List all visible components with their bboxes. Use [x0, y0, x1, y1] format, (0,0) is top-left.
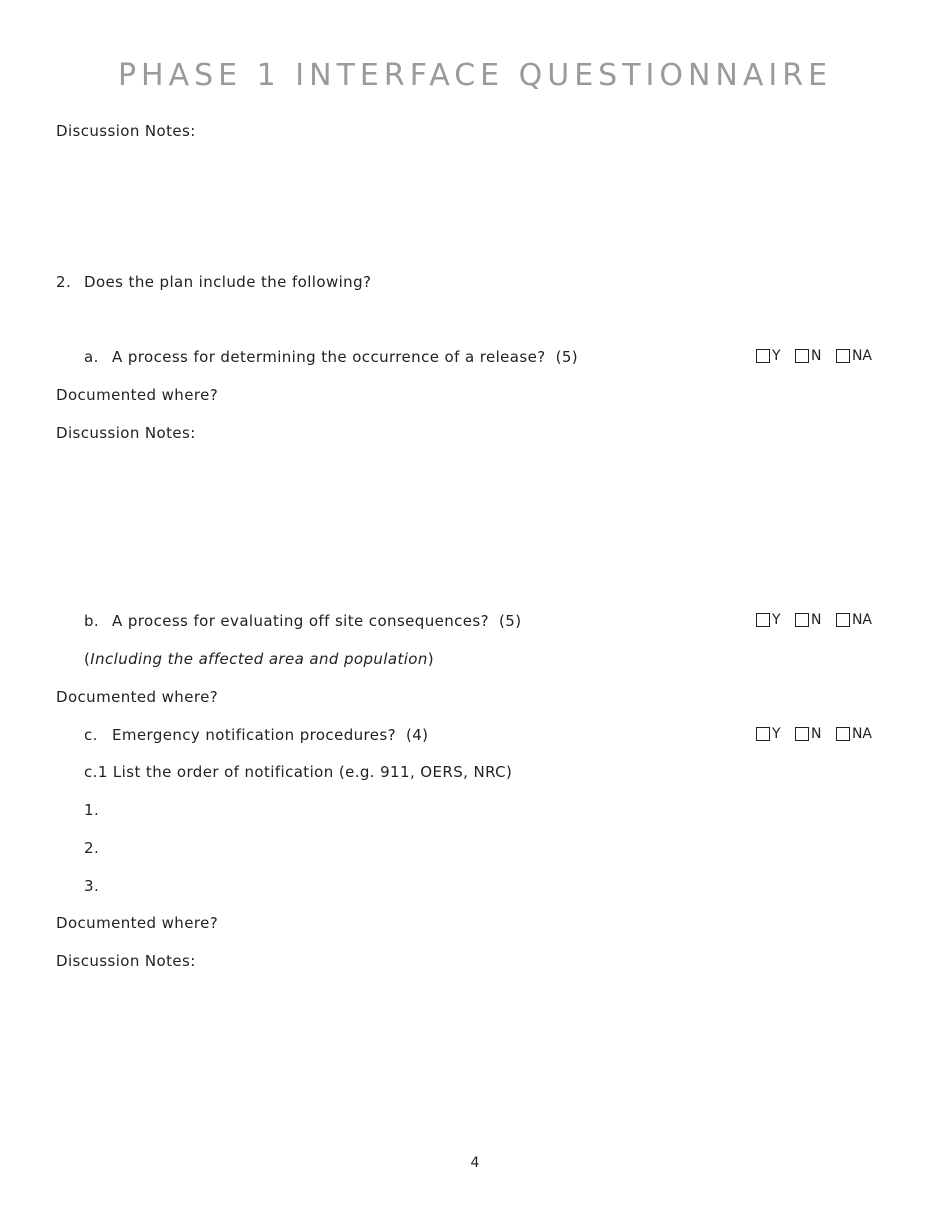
item-b-no-checkbox[interactable]: [795, 613, 809, 627]
item-b: [84, 612, 521, 630]
item-a-score: (5): [555, 348, 579, 366]
item-a-no-checkbox[interactable]: [795, 349, 809, 363]
item-a-letter: a.: [84, 348, 99, 366]
item-b-na-checkbox[interactable]: [836, 613, 850, 627]
item-a-na-checkbox[interactable]: [836, 349, 850, 363]
item-b-note-open: (: [84, 650, 91, 668]
item-c-options: [756, 726, 882, 742]
na-label: NA: [851, 726, 873, 742]
yes-label: Y: [772, 348, 781, 364]
no-label: N: [811, 612, 822, 628]
item-c-text: Emergency notification procedures?: [112, 726, 396, 744]
item-a-yes-checkbox[interactable]: [756, 349, 770, 363]
item-b-note: [84, 650, 434, 668]
item-c: [84, 726, 428, 744]
discussion-notes-label: Discussion Notes:: [56, 122, 196, 140]
item-b-text: A process for evaluating off site consequences?: [112, 612, 489, 630]
notification-entry-3: 3.: [84, 877, 100, 895]
no-label: N: [811, 348, 822, 364]
item-a-options: [756, 348, 882, 364]
question-2-text: Does the plan include the following?: [84, 273, 372, 291]
item-b-note-close: ): [427, 650, 435, 668]
documented-where-label: Documented where?: [56, 688, 219, 706]
question-2-number: 2.: [56, 273, 72, 291]
na-label: NA: [851, 612, 873, 628]
yes-label: Y: [772, 726, 781, 742]
item-a: [84, 348, 578, 366]
question-2: [56, 273, 371, 291]
item-b-options: [756, 612, 882, 628]
discussion-notes-label: Discussion Notes:: [56, 424, 196, 442]
item-c-na-checkbox[interactable]: [836, 727, 850, 741]
item-b-letter: b.: [84, 612, 100, 630]
item-c-score: (4): [405, 726, 429, 744]
yes-label: Y: [772, 612, 781, 628]
notification-entry-2: 2.: [84, 839, 100, 857]
documented-where-label: Documented where?: [56, 386, 219, 404]
page-title: PHASE 1 INTERFACE QUESTIONNAIRE: [117, 58, 833, 93]
discussion-notes-label: Discussion Notes:: [56, 952, 196, 970]
na-label: NA: [851, 348, 873, 364]
item-c-yes-checkbox[interactable]: [756, 727, 770, 741]
item-c-no-checkbox[interactable]: [795, 727, 809, 741]
item-a-text: A process for determining the occurrence of a release?: [112, 348, 546, 366]
item-b-note-text: Including the affected area and population: [90, 650, 428, 668]
no-label: N: [811, 726, 822, 742]
notification-entry-1: 1.: [84, 801, 100, 819]
c1-instruction: c.1 List the order of notification (e.g. 911, OERS, NRC): [84, 763, 513, 781]
documented-where-label: Documented where?: [56, 914, 219, 932]
item-b-yes-checkbox[interactable]: [756, 613, 770, 627]
item-b-score: (5): [499, 612, 522, 630]
item-c-letter: c.: [84, 726, 98, 744]
page-number: 4: [470, 1155, 480, 1171]
